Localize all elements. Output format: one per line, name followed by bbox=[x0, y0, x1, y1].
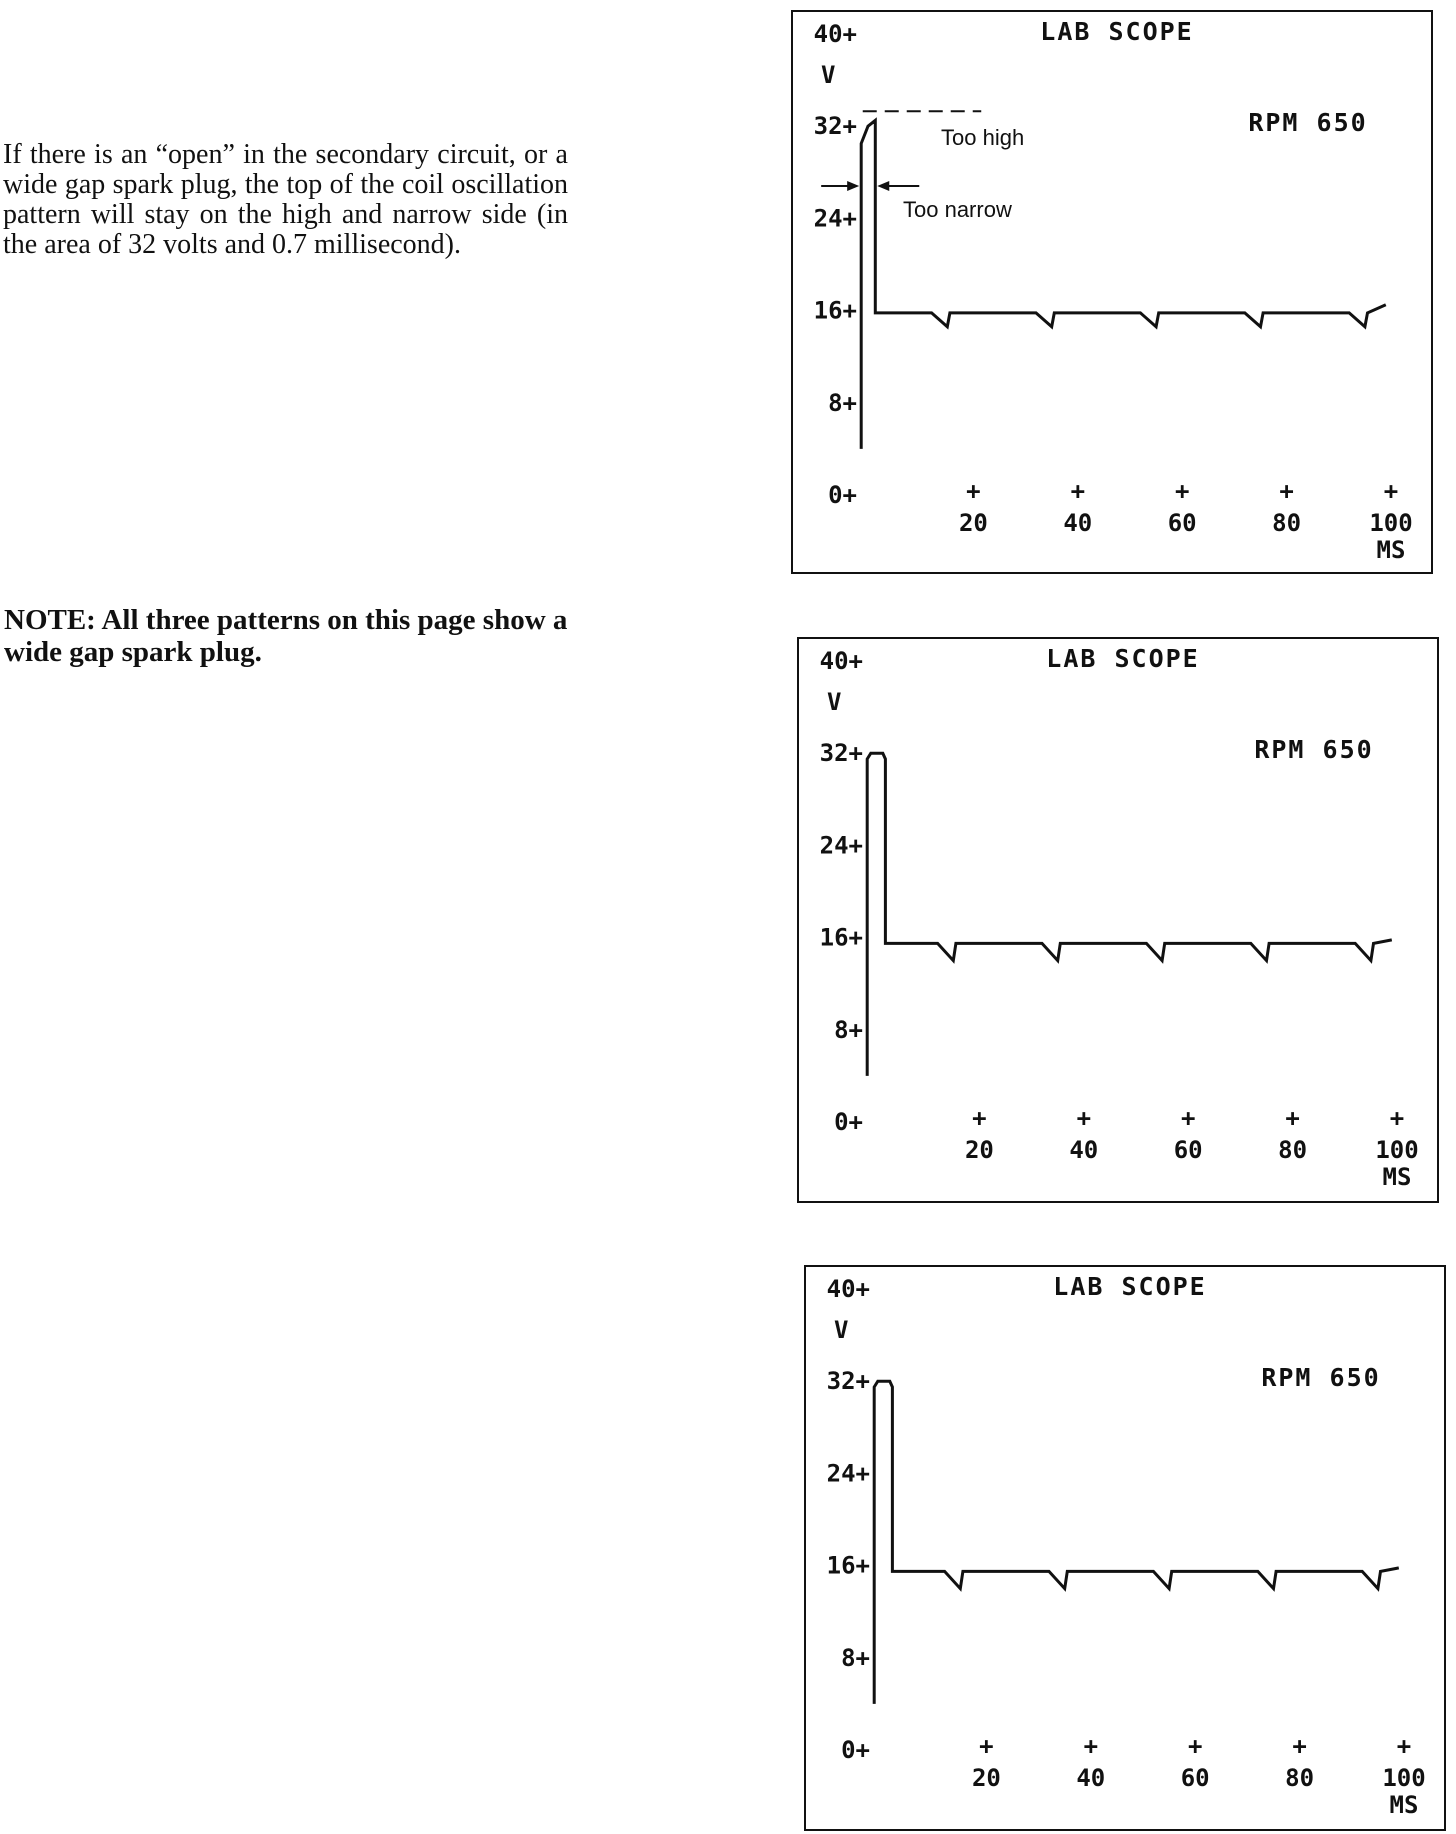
y-axis-unit: V bbox=[821, 61, 836, 89]
x-tick-mark: + bbox=[1396, 1732, 1412, 1760]
note-text: NOTE: All three patterns on this page show a wide gap spark plug. bbox=[4, 604, 568, 668]
y-tick-label: 24+ bbox=[819, 831, 863, 860]
lab-scope-chart-3 bbox=[804, 1265, 1446, 1831]
rpm-label: RPM 650 bbox=[1254, 735, 1374, 764]
y-tick-label: 0+ bbox=[834, 1108, 863, 1136]
scope-trace bbox=[874, 1381, 1399, 1704]
x-axis-unit: MS bbox=[1382, 1163, 1412, 1191]
x-tick-mark: + bbox=[1389, 1104, 1405, 1132]
x-tick-label: 80 bbox=[1272, 509, 1302, 537]
x-tick-mark: + bbox=[1083, 1732, 1099, 1760]
y-tick-label: 24+ bbox=[826, 1459, 870, 1488]
too-high-label: Too high bbox=[941, 125, 1025, 150]
x-tick-mark: + bbox=[1285, 1104, 1300, 1132]
x-tick-label: 60 bbox=[1167, 509, 1197, 537]
scope-frame bbox=[798, 638, 1438, 1202]
explanation-paragraph: If there is an “open” in the secondary circuit, or a wide gap spark plug, the top of the coil oscillation pattern will stay on the high and narrow side (in the area of 32 volts and 0.7 millisecond). bbox=[3, 139, 568, 260]
lab-scope-chart-1 bbox=[791, 10, 1433, 574]
lab-scope-chart-2 bbox=[797, 637, 1439, 1203]
x-tick-mark: + bbox=[1279, 477, 1294, 505]
x-tick-mark: + bbox=[1180, 1104, 1196, 1132]
scope-frame bbox=[792, 11, 1432, 573]
x-tick-mark: + bbox=[1076, 1104, 1092, 1132]
scope-title: LAB SCOPE bbox=[1046, 644, 1200, 673]
y-tick-label: 16+ bbox=[819, 923, 863, 952]
scope-trace bbox=[861, 120, 1386, 449]
x-tick-mark: + bbox=[966, 477, 981, 505]
y-tick-label: 0+ bbox=[828, 481, 857, 509]
x-tick-label: 40 bbox=[1076, 1764, 1106, 1792]
scope-trace bbox=[867, 753, 1392, 1076]
too-narrow-label: Too narrow bbox=[903, 197, 1012, 222]
x-tick-label: 60 bbox=[1173, 1136, 1203, 1164]
x-tick-mark: + bbox=[1070, 477, 1086, 505]
y-tick-label: 8+ bbox=[841, 1643, 870, 1672]
y-tick-label: 40+ bbox=[819, 647, 863, 675]
y-axis-unit: V bbox=[834, 1316, 849, 1344]
y-tick-label: 8+ bbox=[834, 1015, 863, 1044]
y-axis-unit: V bbox=[827, 688, 842, 716]
x-tick-label: 20 bbox=[971, 1764, 1001, 1792]
y-tick-label: 24+ bbox=[813, 204, 857, 233]
x-tick-label: 20 bbox=[964, 1136, 994, 1164]
y-tick-label: 0+ bbox=[841, 1736, 870, 1764]
y-tick-label: 40+ bbox=[826, 1275, 870, 1303]
x-tick-label: 20 bbox=[958, 509, 988, 537]
x-tick-label: 40 bbox=[1069, 1136, 1099, 1164]
x-tick-label: 40 bbox=[1063, 509, 1093, 537]
x-tick-mark: + bbox=[979, 1732, 994, 1760]
x-tick-mark: + bbox=[1174, 477, 1190, 505]
y-tick-label: 40+ bbox=[813, 20, 857, 48]
x-tick-label: 100 bbox=[1375, 1136, 1419, 1164]
x-axis-unit: MS bbox=[1389, 1791, 1419, 1819]
rpm-label: RPM 650 bbox=[1248, 108, 1368, 137]
x-tick-label: 60 bbox=[1180, 1764, 1210, 1792]
x-tick-label: 80 bbox=[1285, 1764, 1315, 1792]
y-tick-label: 32+ bbox=[826, 1367, 870, 1396]
y-tick-label: 32+ bbox=[819, 739, 863, 768]
rpm-label: RPM 650 bbox=[1261, 1363, 1381, 1392]
x-tick-mark: + bbox=[1187, 1732, 1203, 1760]
x-tick-mark: + bbox=[1292, 1732, 1307, 1760]
x-tick-label: 100 bbox=[1369, 509, 1413, 537]
scope-title: LAB SCOPE bbox=[1053, 1272, 1207, 1301]
x-axis-unit: MS bbox=[1376, 536, 1406, 564]
scope-frame bbox=[805, 1266, 1445, 1830]
x-tick-label: 80 bbox=[1278, 1136, 1308, 1164]
y-tick-label: 8+ bbox=[828, 388, 857, 417]
y-tick-label: 32+ bbox=[813, 112, 857, 141]
x-tick-mark: + bbox=[1383, 477, 1399, 505]
y-tick-label: 16+ bbox=[826, 1551, 870, 1580]
y-tick-label: 16+ bbox=[813, 296, 857, 325]
x-tick-mark: + bbox=[972, 1104, 987, 1132]
scope-title: LAB SCOPE bbox=[1040, 17, 1194, 46]
arrow-head-icon bbox=[847, 181, 859, 191]
arrow-head-icon bbox=[877, 181, 889, 191]
x-tick-label: 100 bbox=[1382, 1764, 1426, 1792]
